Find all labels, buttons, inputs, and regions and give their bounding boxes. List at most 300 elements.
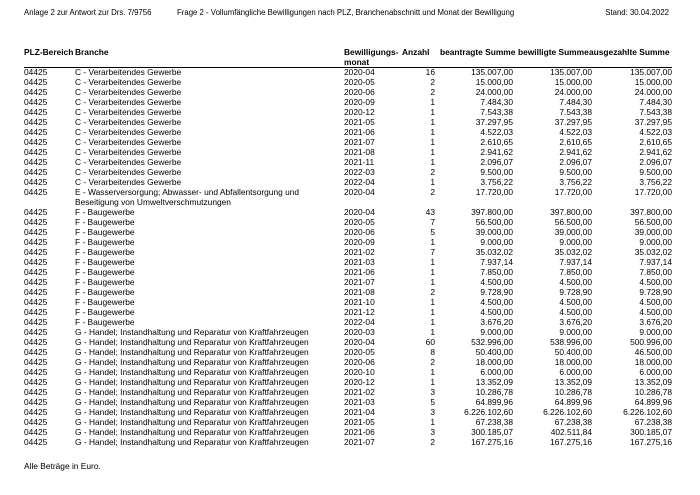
table-row (24, 317, 672, 327)
cell-bewilligt: 9.000,00 (559, 327, 592, 337)
cell-plz: 04425 (24, 117, 48, 127)
cell-anzahl: 3 (430, 427, 435, 437)
cell-ausgezahlt: 4.522,03 (639, 127, 672, 137)
cell-bewilligt: 2.941,62 (559, 147, 592, 157)
cell-anzahl: 1 (430, 417, 435, 427)
table-row (24, 427, 672, 437)
cell-ausgezahlt: 17.720,00 (634, 187, 672, 197)
cell-monat: 2021-07 (344, 437, 375, 447)
cell-ausgezahlt: 67.238,38 (634, 417, 672, 427)
cell-monat: 2022-03 (344, 167, 375, 177)
cell-monat: 2020-04 (344, 207, 375, 217)
cell-bewilligt: 4.500,00 (559, 307, 592, 317)
cell-monat: 2021-05 (344, 117, 375, 127)
cell-beantragt: 64.899,96 (475, 397, 513, 407)
cell-plz: 04425 (24, 307, 48, 317)
cell-bewilligt: 7.543,38 (559, 107, 592, 117)
annex-label: Anlage 2 zur Antwort zur Drs. 7/9756 (24, 8, 152, 17)
cell-anzahl: 1 (430, 97, 435, 107)
cell-branche: C - Verarbeitendes Gewerbe (75, 157, 182, 167)
cell-beantragt: 37.297,95 (475, 117, 513, 127)
cell-plz: 04425 (24, 277, 48, 287)
cell-ausgezahlt: 9.728,90 (639, 287, 672, 297)
cell-bewilligt: 397.800,00 (550, 207, 592, 217)
table-row (24, 227, 672, 237)
cell-bewilligt: 56.500,00 (554, 217, 592, 227)
table-row (24, 247, 672, 257)
cell-bewilligt: 37.297,95 (554, 117, 592, 127)
cell-anzahl: 16 (425, 67, 435, 77)
table-row (24, 417, 672, 427)
cell-monat: 2021-03 (344, 397, 375, 407)
cell-monat: 2021-11 (344, 157, 375, 167)
cell-ausgezahlt: 4.500,00 (639, 277, 672, 287)
cell-branche: C - Verarbeitendes Gewerbe (75, 87, 182, 97)
cell-branche: C - Verarbeitendes Gewerbe (75, 167, 182, 177)
cell-bewilligt: 2.610,65 (559, 137, 592, 147)
cell-plz: 04425 (24, 297, 48, 307)
table-row (24, 127, 672, 137)
table-row (24, 137, 672, 147)
cell-anzahl: 2 (430, 167, 435, 177)
cell-plz: 04425 (24, 257, 48, 267)
cell-plz: 04425 (24, 67, 48, 77)
cell-plz: 04425 (24, 137, 48, 147)
table-row (24, 347, 672, 357)
table-row (24, 207, 672, 217)
cell-ausgezahlt: 7.543,38 (639, 107, 672, 117)
cell-plz: 04425 (24, 357, 48, 367)
cell-anzahl: 1 (430, 107, 435, 117)
cell-branche: G - Handel; Instandhaltung und Reparatur von Kraftfahrzeugen (75, 397, 309, 407)
column-header-plz: PLZ-Bereich (24, 47, 74, 57)
cell-ausgezahlt: 2.610,65 (639, 137, 672, 147)
cell-ausgezahlt: 7.937,14 (639, 257, 672, 267)
cell-plz: 04425 (24, 387, 48, 397)
cell-monat: 2020-04 (344, 67, 375, 77)
cell-branche: F - Baugewerbe (75, 237, 135, 247)
cell-plz: 04425 (24, 127, 48, 137)
cell-branche: E - Wasserversorgung; Abwasser- und Abfallentsorgung und Beseitigung von Umweltverschmutzungen (75, 187, 300, 207)
table-row (24, 287, 672, 297)
cell-branche: G - Handel; Instandhaltung und Reparatur von Kraftfahrzeugen (75, 407, 309, 417)
cell-plz: 04425 (24, 87, 48, 97)
cell-anzahl: 5 (430, 397, 435, 407)
cell-anzahl: 3 (430, 407, 435, 417)
table-row (24, 237, 672, 247)
cell-monat: 2022-04 (344, 317, 375, 327)
cell-bewilligt: 17.720,00 (554, 187, 592, 197)
cell-bewilligt: 6.226.102,60 (543, 407, 592, 417)
cell-bewilligt: 3.676,20 (559, 317, 592, 327)
cell-monat: 2021-02 (344, 247, 375, 257)
table-row (24, 97, 672, 107)
table-row (24, 257, 672, 267)
cell-monat: 2021-12 (344, 307, 375, 317)
cell-beantragt: 6.000,00 (480, 367, 513, 377)
cell-monat: 2020-04 (344, 337, 375, 347)
cell-bewilligt: 135.007,00 (550, 67, 592, 77)
cell-monat: 2020-03 (344, 327, 375, 337)
cell-anzahl: 5 (430, 227, 435, 237)
cell-bewilligt: 4.500,00 (559, 297, 592, 307)
cell-plz: 04425 (24, 247, 48, 257)
cell-monat: 2021-03 (344, 257, 375, 267)
cell-branche: G - Handel; Instandhaltung und Reparatur von Kraftfahrzeugen (75, 387, 309, 397)
cell-monat: 2022-04 (344, 177, 375, 187)
cell-bewilligt: 9.000,00 (559, 237, 592, 247)
cell-ausgezahlt: 9.500,00 (639, 167, 672, 177)
cell-plz: 04425 (24, 287, 48, 297)
cell-anzahl: 1 (430, 137, 435, 147)
cell-branche: F - Baugewerbe (75, 277, 135, 287)
cell-bewilligt: 35.032,02 (554, 247, 592, 257)
table-row (24, 67, 672, 77)
cell-beantragt: 39.000,00 (475, 227, 513, 237)
cell-branche: F - Baugewerbe (75, 207, 135, 217)
cell-bewilligt: 3.756,22 (559, 177, 592, 187)
cell-branche: G - Handel; Instandhaltung und Reparatur von Kraftfahrzeugen (75, 337, 309, 347)
cell-branche: G - Handel; Instandhaltung und Reparatur von Kraftfahrzeugen (75, 417, 309, 427)
cell-beantragt: 167.275,16 (471, 437, 513, 447)
cell-anzahl: 1 (430, 157, 435, 167)
cell-plz: 04425 (24, 187, 48, 197)
table-row (24, 387, 672, 397)
table-row (24, 157, 672, 167)
cell-monat: 2020-12 (344, 107, 375, 117)
cell-beantragt: 13.352,09 (475, 377, 513, 387)
cell-branche: C - Verarbeitendes Gewerbe (75, 97, 182, 107)
cell-ausgezahlt: 7.850,00 (639, 267, 672, 277)
cell-plz: 04425 (24, 237, 48, 247)
cell-anzahl: 2 (430, 77, 435, 87)
cell-plz: 04425 (24, 97, 48, 107)
cell-branche: F - Baugewerbe (75, 317, 135, 327)
cell-branche: G - Handel; Instandhaltung und Reparatur von Kraftfahrzeugen (75, 377, 309, 387)
cell-ausgezahlt: 9.000,00 (639, 327, 672, 337)
cell-plz: 04425 (24, 317, 48, 327)
cell-beantragt: 7.850,00 (480, 267, 513, 277)
table-row (24, 307, 672, 317)
table-row (24, 337, 672, 347)
cell-branche: G - Handel; Instandhaltung und Reparatur von Kraftfahrzeugen (75, 367, 309, 377)
cell-branche: C - Verarbeitendes Gewerbe (75, 137, 182, 147)
date-stamp: Stand: 30.04.2022 (605, 8, 669, 17)
cell-plz: 04425 (24, 327, 48, 337)
cell-bewilligt: 50.400,00 (554, 347, 592, 357)
cell-bewilligt: 9.500,00 (559, 167, 592, 177)
column-header-ausgezahlt: ausgezahlte Summe (589, 47, 670, 57)
cell-ausgezahlt: 15.000,00 (634, 77, 672, 87)
cell-bewilligt: 18.000,00 (554, 357, 592, 367)
table-row (24, 77, 672, 87)
cell-anzahl: 1 (430, 127, 435, 137)
cell-bewilligt: 24.000,00 (554, 87, 592, 97)
cell-anzahl: 1 (430, 147, 435, 157)
cell-bewilligt: 167.275,16 (550, 437, 592, 447)
cell-beantragt: 3.676,20 (480, 317, 513, 327)
cell-branche: F - Baugewerbe (75, 227, 135, 237)
cell-beantragt: 2.941,62 (480, 147, 513, 157)
table-row (24, 117, 672, 127)
cell-ausgezahlt: 10.286,78 (634, 387, 672, 397)
cell-beantragt: 2.096,07 (480, 157, 513, 167)
footnote: Alle Beträge in Euro. (24, 461, 101, 471)
table-row (24, 397, 672, 407)
cell-monat: 2021-10 (344, 297, 375, 307)
table-row (24, 187, 672, 207)
cell-plz: 04425 (24, 167, 48, 177)
cell-monat: 2020-06 (344, 357, 375, 367)
column-header-bewilligt: bewilligte Summe (518, 47, 589, 57)
cell-anzahl: 43 (425, 207, 435, 217)
cell-plz: 04425 (24, 157, 48, 167)
cell-bewilligt: 402.511,84 (550, 427, 592, 437)
cell-branche: C - Verarbeitendes Gewerbe (75, 107, 182, 117)
cell-ausgezahlt: 46.500,00 (634, 347, 672, 357)
cell-branche: C - Verarbeitendes Gewerbe (75, 67, 182, 77)
cell-beantragt: 10.286,78 (475, 387, 513, 397)
cell-ausgezahlt: 13.352,09 (634, 377, 672, 387)
cell-beantragt: 50.400,00 (475, 347, 513, 357)
cell-monat: 2020-10 (344, 367, 375, 377)
table-row (24, 327, 672, 337)
cell-monat: 2021-05 (344, 417, 375, 427)
cell-branche: G - Handel; Instandhaltung und Reparatur von Kraftfahrzeugen (75, 327, 309, 337)
cell-plz: 04425 (24, 417, 48, 427)
table-row (24, 437, 672, 447)
cell-ausgezahlt: 6.000,00 (639, 367, 672, 377)
cell-bewilligt: 64.899,96 (554, 397, 592, 407)
cell-bewilligt: 13.352,09 (554, 377, 592, 387)
cell-beantragt: 9.728,90 (480, 287, 513, 297)
cell-anzahl: 1 (430, 237, 435, 247)
cell-branche: C - Verarbeitendes Gewerbe (75, 127, 182, 137)
cell-plz: 04425 (24, 227, 48, 237)
cell-beantragt: 135.007,00 (471, 67, 513, 77)
cell-ausgezahlt: 56.500,00 (634, 217, 672, 227)
cell-anzahl: 2 (430, 287, 435, 297)
cell-ausgezahlt: 18.000,00 (634, 357, 672, 367)
table-row (24, 297, 672, 307)
cell-branche: G - Handel; Instandhaltung und Reparatur von Kraftfahrzeugen (75, 437, 309, 447)
cell-branche: C - Verarbeitendes Gewerbe (75, 147, 182, 157)
cell-bewilligt: 2.096,07 (559, 157, 592, 167)
cell-beantragt: 56.500,00 (475, 217, 513, 227)
cell-ausgezahlt: 167.275,16 (630, 437, 672, 447)
cell-beantragt: 4.522,03 (480, 127, 513, 137)
cell-plz: 04425 (24, 427, 48, 437)
cell-bewilligt: 15.000,00 (554, 77, 592, 87)
cell-anzahl: 1 (430, 377, 435, 387)
cell-monat: 2021-08 (344, 147, 375, 157)
cell-beantragt: 397.800,00 (471, 207, 513, 217)
cell-ausgezahlt: 2.096,07 (639, 157, 672, 167)
column-header-branche: Branche (75, 47, 109, 57)
cell-bewilligt: 4.522,03 (559, 127, 592, 137)
cell-monat: 2021-06 (344, 267, 375, 277)
cell-monat: 2020-06 (344, 227, 375, 237)
cell-bewilligt: 7.937,14 (559, 257, 592, 267)
cell-anzahl: 1 (430, 367, 435, 377)
cell-beantragt: 2.610,65 (480, 137, 513, 147)
cell-bewilligt: 6.000,00 (559, 367, 592, 377)
cell-anzahl: 1 (430, 267, 435, 277)
cell-ausgezahlt: 4.500,00 (639, 307, 672, 317)
cell-ausgezahlt: 35.032,02 (634, 247, 672, 257)
cell-branche: G - Handel; Instandhaltung und Reparatur von Kraftfahrzeugen (75, 357, 309, 367)
cell-beantragt: 67.238,38 (475, 417, 513, 427)
cell-plz: 04425 (24, 337, 48, 347)
cell-bewilligt: 9.728,90 (559, 287, 592, 297)
cell-branche: G - Handel; Instandhaltung und Reparatur von Kraftfahrzeugen (75, 427, 309, 437)
column-header-beantragt: beantragte Summe (440, 47, 516, 57)
cell-plz: 04425 (24, 217, 48, 227)
cell-bewilligt: 7.850,00 (559, 267, 592, 277)
cell-anzahl: 1 (430, 177, 435, 187)
cell-branche: C - Verarbeitendes Gewerbe (75, 117, 182, 127)
cell-ausgezahlt: 7.484,30 (639, 97, 672, 107)
cell-anzahl: 1 (430, 277, 435, 287)
cell-monat: 2020-04 (344, 187, 375, 197)
table-row (24, 277, 672, 287)
cell-monat: 2021-08 (344, 287, 375, 297)
cell-branche: F - Baugewerbe (75, 267, 135, 277)
cell-branche: C - Verarbeitendes Gewerbe (75, 177, 182, 187)
cell-monat: 2021-06 (344, 127, 375, 137)
cell-beantragt: 532.996,00 (471, 337, 513, 347)
table-row (24, 367, 672, 377)
cell-bewilligt: 7.484,30 (559, 97, 592, 107)
cell-monat: 2020-09 (344, 237, 375, 247)
cell-plz: 04425 (24, 407, 48, 417)
cell-bewilligt: 67.238,38 (554, 417, 592, 427)
cell-monat: 2020-12 (344, 377, 375, 387)
cell-plz: 04425 (24, 267, 48, 277)
cell-anzahl: 7 (430, 247, 435, 257)
cell-anzahl: 1 (430, 307, 435, 317)
cell-bewilligt: 4.500,00 (559, 277, 592, 287)
cell-ausgezahlt: 6.226.102,60 (623, 407, 672, 417)
cell-monat: 2020-05 (344, 77, 375, 87)
cell-beantragt: 18.000,00 (475, 357, 513, 367)
cell-anzahl: 1 (430, 257, 435, 267)
table-row (24, 267, 672, 277)
cell-plz: 04425 (24, 77, 48, 87)
table-row (24, 147, 672, 157)
table-row (24, 107, 672, 117)
cell-anzahl: 2 (430, 87, 435, 97)
cell-anzahl: 1 (430, 117, 435, 127)
cell-monat: 2021-04 (344, 407, 375, 417)
cell-monat: 2021-07 (344, 277, 375, 287)
cell-branche: F - Baugewerbe (75, 247, 135, 257)
cell-ausgezahlt: 24.000,00 (634, 87, 672, 97)
cell-ausgezahlt: 4.500,00 (639, 297, 672, 307)
table-row (24, 87, 672, 97)
cell-beantragt: 7.543,38 (480, 107, 513, 117)
cell-beantragt: 15.000,00 (475, 77, 513, 87)
data-table (24, 67, 672, 447)
cell-ausgezahlt: 9.000,00 (639, 237, 672, 247)
cell-branche: F - Baugewerbe (75, 287, 135, 297)
cell-plz: 04425 (24, 107, 48, 117)
cell-ausgezahlt: 37.297,95 (634, 117, 672, 127)
cell-anzahl: 1 (430, 327, 435, 337)
cell-beantragt: 7.484,30 (480, 97, 513, 107)
cell-monat: 2020-05 (344, 217, 375, 227)
cell-anzahl: 60 (425, 337, 435, 347)
cell-ausgezahlt: 397.800,00 (630, 207, 672, 217)
cell-anzahl: 7 (430, 217, 435, 227)
cell-branche: F - Baugewerbe (75, 217, 135, 227)
cell-beantragt: 4.500,00 (480, 297, 513, 307)
cell-anzahl: 3 (430, 387, 435, 397)
cell-branche: F - Baugewerbe (75, 307, 135, 317)
cell-bewilligt: 39.000,00 (554, 227, 592, 237)
cell-anzahl: 2 (430, 357, 435, 367)
table-row (24, 407, 672, 417)
cell-ausgezahlt: 39.000,00 (634, 227, 672, 237)
table-row (24, 167, 672, 177)
cell-beantragt: 9.000,00 (480, 237, 513, 247)
cell-plz: 04425 (24, 397, 48, 407)
cell-bewilligt: 538.996,00 (550, 337, 592, 347)
cell-monat: 2020-05 (344, 347, 375, 357)
cell-anzahl: 1 (430, 297, 435, 307)
cell-monat: 2021-06 (344, 427, 375, 437)
cell-beantragt: 4.500,00 (480, 277, 513, 287)
cell-beantragt: 7.937,14 (480, 257, 513, 267)
table-row (24, 377, 672, 387)
cell-beantragt: 9.500,00 (480, 167, 513, 177)
cell-branche: F - Baugewerbe (75, 297, 135, 307)
cell-beantragt: 4.500,00 (480, 307, 513, 317)
cell-plz: 04425 (24, 437, 48, 447)
cell-ausgezahlt: 3.756,22 (639, 177, 672, 187)
cell-plz: 04425 (24, 377, 48, 387)
cell-plz: 04425 (24, 207, 48, 217)
cell-beantragt: 3.756,22 (480, 177, 513, 187)
cell-branche: C - Verarbeitendes Gewerbe (75, 77, 182, 87)
column-header-monat: Bewilligungs- monat (344, 47, 399, 67)
cell-beantragt: 300.185,07 (471, 427, 513, 437)
cell-plz: 04425 (24, 367, 48, 377)
cell-monat: 2020-09 (344, 97, 375, 107)
cell-ausgezahlt: 64.899,96 (634, 397, 672, 407)
cell-ausgezahlt: 500.996,00 (630, 337, 672, 347)
cell-monat: 2021-07 (344, 137, 375, 147)
table-row (24, 177, 672, 187)
cell-plz: 04425 (24, 347, 48, 357)
cell-ausgezahlt: 2.941,62 (639, 147, 672, 157)
cell-beantragt: 6.226.102,60 (464, 407, 513, 417)
page-title: Frage 2 - Vollumfängliche Bewilligungen nach PLZ, Branchenabschnitt und Monat der Bewilligung (177, 8, 515, 17)
cell-anzahl: 1 (430, 317, 435, 327)
table-row (24, 357, 672, 367)
cell-ausgezahlt: 3.676,20 (639, 317, 672, 327)
cell-beantragt: 35.032,02 (475, 247, 513, 257)
cell-bewilligt: 10.286,78 (554, 387, 592, 397)
cell-ausgezahlt: 135.007,00 (630, 67, 672, 77)
cell-plz: 04425 (24, 177, 48, 187)
column-header-anzahl: Anzahl (402, 47, 430, 57)
cell-anzahl: 8 (430, 347, 435, 357)
cell-plz: 04425 (24, 147, 48, 157)
cell-branche: F - Baugewerbe (75, 257, 135, 267)
cell-beantragt: 17.720,00 (475, 187, 513, 197)
cell-anzahl: 2 (430, 437, 435, 447)
